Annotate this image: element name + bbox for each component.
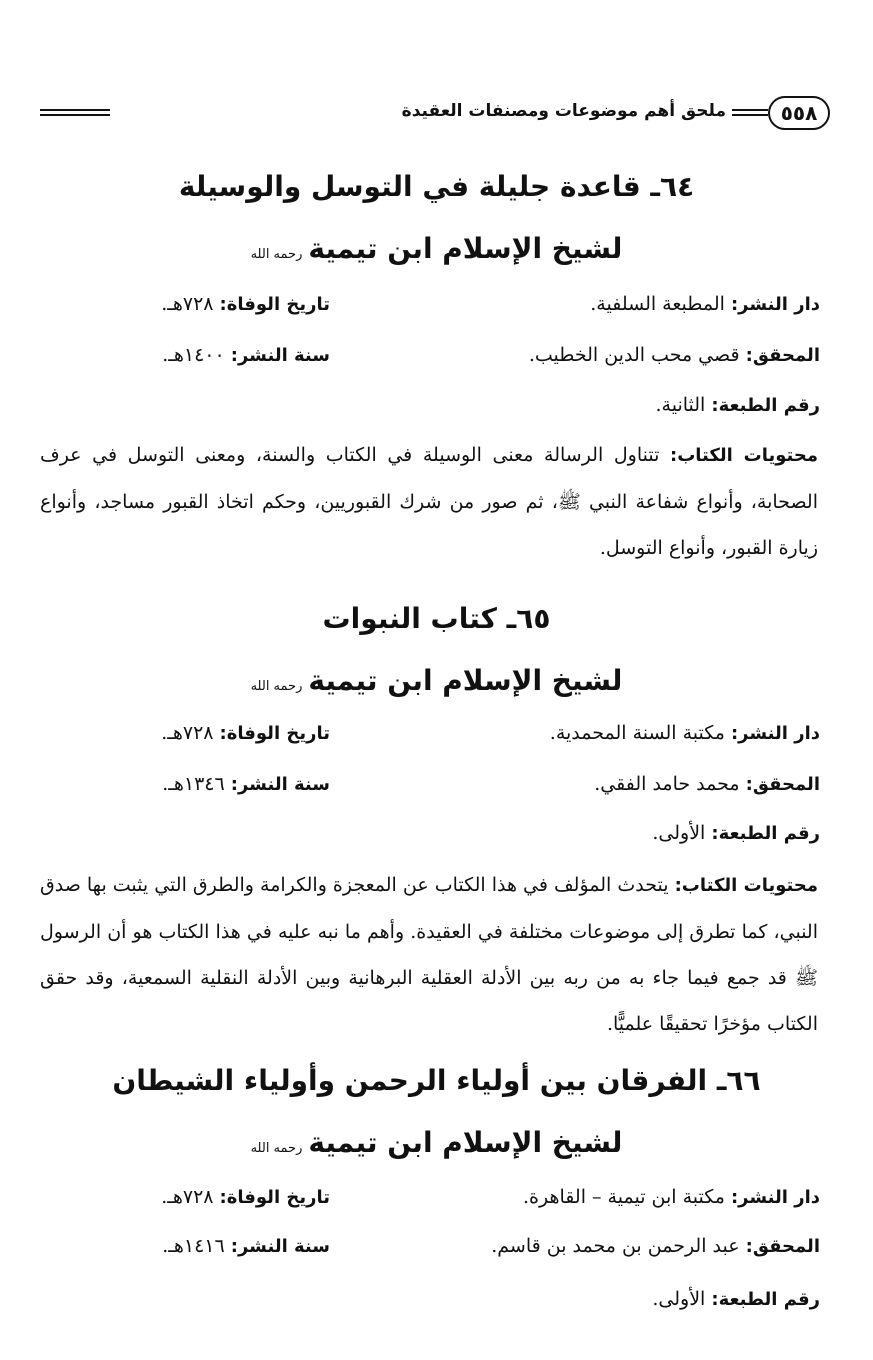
entry-64-author [40, 232, 833, 265]
edition-field [655, 394, 820, 416]
author-name: لشيخ الإسلام ابن تيمية [308, 232, 623, 265]
contents-text: يتحدث المؤلف في هذا الكتاب عن المعجزة والكرامة والطرق التي يثبت بها صدق النبي، كما تطرق إلى موضوعات مختلفة في العقيدة. وأهم ما نبه عليه في هذا الكتاب هو أن الرسول ﷺ قد جمع فيما جاء به من ربه بين الأدلة العقلية البرهانية وبين الأدلة النقلية السمعية، وقد حقق الكتاب مؤخرًا تحقيقًا علميًّا. [40, 874, 818, 1035]
death-field [161, 293, 330, 315]
entry-66-title: ٦٦ـ الفرقان بين أولياء الرحمن وأولياء الشيطان [112, 1064, 761, 1097]
edition-label: رقم الطبعة: [711, 823, 820, 844]
editor-label: المحقق: [745, 345, 820, 366]
pub-year-value: ١٣٤٦هـ. [162, 773, 225, 795]
author-name: لشيخ الإسلام ابن تيمية [308, 1126, 623, 1159]
pub-year-label: سنة النشر: [230, 774, 330, 795]
header-title: ملحق أهم موضوعات ومصنفات العقيدة [396, 101, 732, 121]
entry-65-contents [40, 862, 818, 1047]
header-rule-left [40, 109, 110, 116]
publisher-label: دار النشر: [730, 1187, 820, 1208]
publisher-field [550, 722, 820, 744]
pub-year-value: ١٤١٦هـ. [162, 1235, 225, 1257]
entry-64-row-3 [40, 394, 820, 428]
editor-field [491, 1235, 820, 1257]
contents-label: محتويات الكتاب: [670, 445, 818, 466]
entry-65-row-2 [40, 773, 820, 807]
pub-year-field [162, 773, 330, 795]
entry-64-title: ٦٤ـ قاعدة جليلة في التوسل والوسيلة [178, 170, 695, 203]
death-value: ٧٢٨هـ. [161, 722, 214, 744]
death-label: تاريخ الوفاة: [219, 1187, 330, 1208]
death-label: تاريخ الوفاة: [219, 294, 330, 315]
death-value: ٧٢٨هـ. [161, 1186, 214, 1208]
entry-66-row-1 [40, 1186, 820, 1220]
contents-label: محتويات الكتاب: [674, 875, 818, 896]
entry-65-title: ٦٥ـ كتاب النبوات [322, 602, 551, 635]
header-rule-right [732, 109, 768, 116]
pub-year-field [162, 1235, 330, 1257]
publisher-value: مكتبة السنة المحمدية. [549, 722, 725, 744]
entry-65-row-3 [40, 822, 820, 856]
editor-value: قصي محب الدين الخطيب. [528, 344, 740, 366]
honorific: رحمه الله [250, 1141, 303, 1156]
entry-65-author [40, 664, 833, 697]
editor-label: المحقق: [745, 1236, 820, 1257]
entry-64-row-2 [40, 344, 820, 378]
edition-label: رقم الطبعة: [711, 395, 820, 416]
publisher-value: المطبعة السلفية. [590, 293, 725, 315]
publisher-field [590, 293, 820, 315]
edition-value: الأولى. [652, 1288, 706, 1310]
edition-field [652, 822, 820, 844]
editor-label: المحقق: [745, 774, 820, 795]
editor-value: محمد حامد الفقي. [594, 773, 740, 795]
death-field [161, 722, 330, 744]
death-value: ٧٢٨هـ. [161, 293, 214, 315]
death-label: تاريخ الوفاة: [219, 723, 330, 744]
entry-64-contents [40, 432, 818, 571]
entry-64-row-1 [40, 293, 820, 327]
edition-value: الثانية. [655, 394, 706, 416]
pub-year-label: سنة النشر: [230, 1236, 330, 1257]
edition-label: رقم الطبعة: [711, 1289, 820, 1310]
editor-field [594, 773, 820, 795]
pub-year-label: سنة النشر: [230, 345, 330, 366]
editor-value: عبد الرحمن بن محمد بن قاسم. [491, 1235, 740, 1257]
edition-value: الأولى. [652, 822, 706, 844]
honorific: رحمه الله [250, 679, 303, 694]
entry-65-row-1 [40, 722, 820, 756]
pub-year-value: ١٤٠٠هـ. [162, 344, 225, 366]
author-name: لشيخ الإسلام ابن تيمية [308, 664, 623, 697]
contents-text: تتناول الرسالة معنى الوسيلة في الكتاب والسنة، ومعنى التوسل في عرف الصحابة، وأنواع شفاعة النبي ﷺ، ثم صور من شرك القبوريين، وحكم اتخاذ القبور مساجد، وأنواع زيارة القبور، وأنواع التوسل. [40, 444, 818, 559]
page-number: ٥٥٨ [768, 96, 830, 130]
publisher-field [523, 1186, 820, 1208]
editor-field [529, 344, 820, 366]
entry-66-author [40, 1126, 833, 1159]
publisher-value: مكتبة ابن تيمية – القاهرة. [523, 1186, 725, 1208]
publisher-label: دار النشر: [730, 723, 820, 744]
pub-year-field [162, 344, 330, 366]
honorific: رحمه الله [250, 247, 303, 262]
death-field [161, 1186, 330, 1208]
entry-66-row-2 [40, 1235, 820, 1269]
publisher-label: دار النشر: [730, 294, 820, 315]
entry-66-row-3 [40, 1288, 820, 1322]
running-header [40, 96, 830, 136]
edition-field [652, 1288, 820, 1310]
